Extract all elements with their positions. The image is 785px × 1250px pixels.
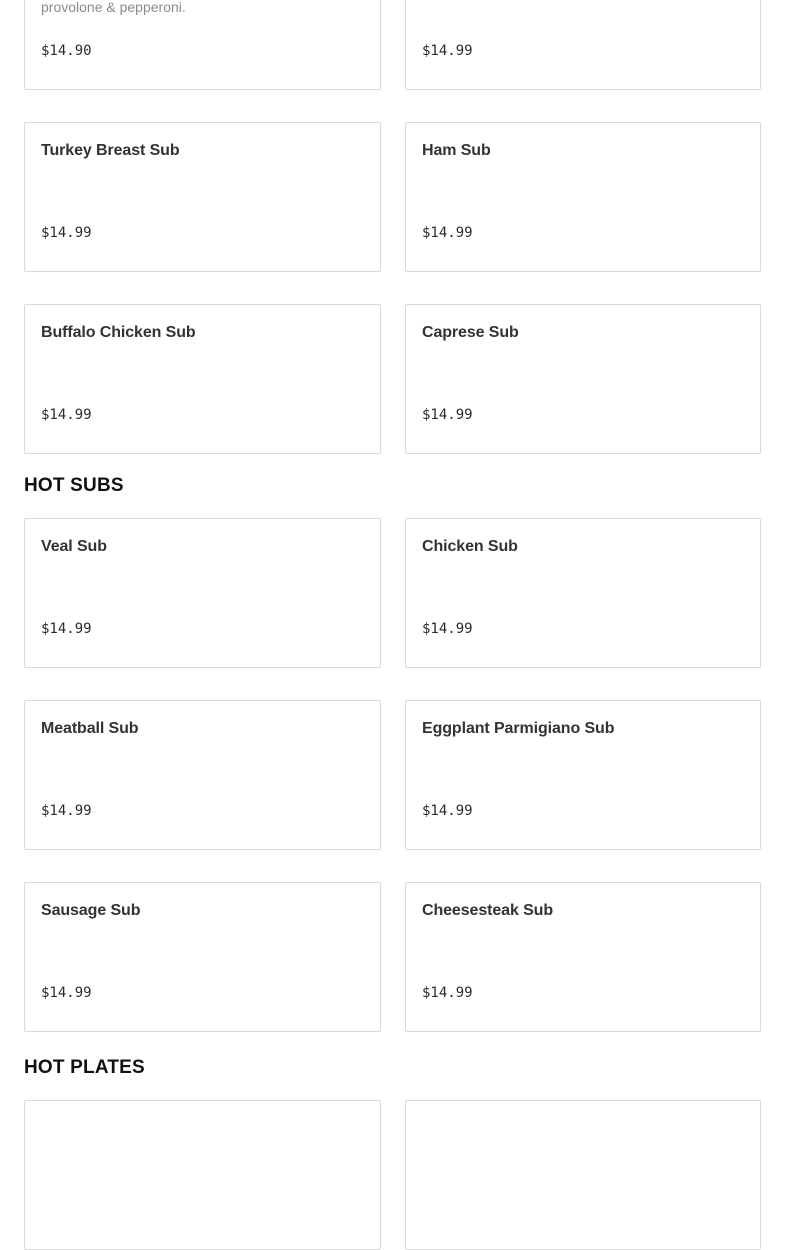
menu-item-card[interactable] bbox=[405, 122, 761, 272]
item-price: $14.99 bbox=[41, 407, 92, 423]
menu-item-card[interactable] bbox=[405, 304, 761, 454]
item-price: $14.99 bbox=[422, 43, 473, 59]
menu-item-card[interactable] bbox=[405, 0, 761, 90]
menu-page bbox=[24, 0, 761, 1250]
item-price: $14.99 bbox=[422, 803, 473, 819]
item-price: $14.99 bbox=[422, 225, 473, 241]
item-price: $14.99 bbox=[41, 225, 92, 241]
item-name: Sausage Sub bbox=[41, 902, 141, 919]
item-name: Cheesesteak Sub bbox=[422, 902, 554, 919]
menu-item-card[interactable] bbox=[24, 700, 381, 850]
menu-item-card[interactable] bbox=[405, 1100, 761, 1250]
menu-item-card[interactable] bbox=[405, 700, 761, 850]
item-price: $14.99 bbox=[41, 985, 92, 1001]
item-price: $14.99 bbox=[422, 407, 473, 423]
section-title-hot-plates: HOT PLATES bbox=[24, 1057, 145, 1078]
menu-item-card[interactable] bbox=[24, 882, 381, 1032]
item-name: Chicken Sub bbox=[422, 538, 518, 555]
item-description: provolone & pepperoni. bbox=[41, 0, 186, 15]
item-name: Caprese Sub bbox=[422, 324, 519, 341]
hot-subs-grid bbox=[24, 518, 761, 1032]
item-name: Buffalo Chicken Sub bbox=[41, 324, 196, 341]
item-price: $14.90 bbox=[41, 43, 92, 59]
item-price: $14.99 bbox=[41, 621, 92, 637]
item-name: Eggplant Parmigiano Sub bbox=[422, 720, 615, 737]
menu-item-card[interactable] bbox=[24, 304, 381, 454]
menu-item-card[interactable] bbox=[24, 122, 381, 272]
menu-item-card[interactable] bbox=[24, 1100, 381, 1250]
cold-subs-grid bbox=[24, 0, 761, 454]
item-price: $14.99 bbox=[422, 621, 473, 637]
hot-plates-grid bbox=[24, 1100, 761, 1250]
item-name: Veal Sub bbox=[41, 538, 107, 555]
item-price: $14.99 bbox=[41, 803, 92, 819]
item-name: Meatball Sub bbox=[41, 720, 139, 737]
menu-item-card[interactable] bbox=[24, 518, 381, 668]
item-name: Ham Sub bbox=[422, 142, 491, 159]
section-title-hot-subs: HOT SUBS bbox=[24, 475, 124, 496]
menu-item-card[interactable] bbox=[405, 518, 761, 668]
item-name: Turkey Breast Sub bbox=[41, 142, 180, 159]
menu-item-card[interactable] bbox=[24, 0, 381, 90]
item-price: $14.99 bbox=[422, 985, 473, 1001]
menu-item-card[interactable] bbox=[405, 882, 761, 1032]
